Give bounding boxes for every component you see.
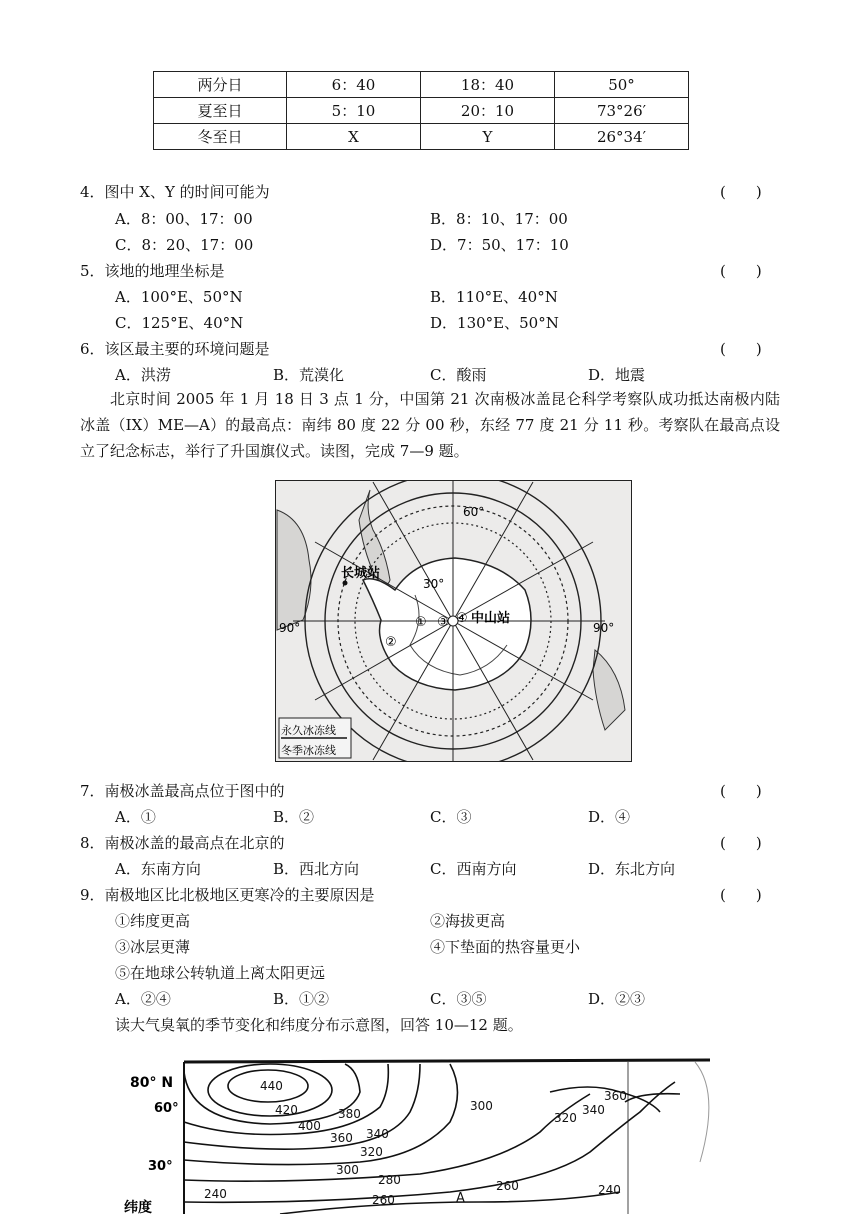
statement-4: ④下垫面的热容量更小 bbox=[430, 938, 581, 956]
option-d: D．④ bbox=[588, 808, 631, 826]
contour-label: 400 bbox=[298, 1119, 321, 1133]
answer-paren: ( ) bbox=[720, 262, 762, 280]
table-cell: 冬至日 bbox=[154, 124, 287, 150]
table-cell: 26°34′ bbox=[555, 124, 689, 150]
table-cell: 50° bbox=[555, 72, 689, 98]
longitude-90-right-label: 90° bbox=[593, 621, 615, 635]
statement-2: ②海拔更高 bbox=[430, 912, 506, 930]
option-b: B．荒漠化 bbox=[273, 366, 345, 384]
statement-5: ⑤在地球公转轨道上离太阳更远 bbox=[115, 964, 326, 982]
option-a: A．洪涝 bbox=[115, 366, 171, 384]
marker-3: ③ bbox=[437, 615, 449, 630]
option-a: A．① bbox=[115, 808, 156, 826]
antarctic-map bbox=[275, 480, 632, 762]
marker-1: ① bbox=[415, 615, 427, 630]
option-b: B．8：10、17：00 bbox=[430, 210, 568, 228]
table-row bbox=[154, 124, 689, 150]
option-c: C．125°E、40°N bbox=[115, 314, 244, 332]
option-d: D．130°E、50°N bbox=[430, 314, 559, 332]
option-a: A．②④ bbox=[115, 990, 171, 1008]
marker-2: ② bbox=[385, 635, 397, 650]
answer-paren: ( ) bbox=[720, 340, 762, 358]
y-label-30: 30° bbox=[148, 1159, 173, 1174]
contour-label: 320 bbox=[554, 1111, 577, 1125]
contour-label: 360 bbox=[330, 1131, 353, 1145]
contour-label: 240 bbox=[204, 1187, 227, 1201]
y-label-80n: 80° N bbox=[130, 1075, 174, 1091]
contour-label: 340 bbox=[582, 1103, 605, 1117]
option-d: D．东北方向 bbox=[588, 860, 676, 878]
contour-label: 300 bbox=[470, 1099, 493, 1113]
contour-label: 260 bbox=[372, 1193, 395, 1207]
legend-permanent-ice-line: 永久冰冻线 bbox=[281, 724, 336, 737]
option-c: C．8：20、17：00 bbox=[115, 236, 254, 254]
contour-label: 420 bbox=[275, 1103, 298, 1117]
answer-paren: ( ) bbox=[720, 183, 762, 201]
question-7-stem: 7．南极冰盖最高点位于图中的 bbox=[80, 782, 285, 800]
passage-ozone: 读大气臭氧的季节变化和纬度分布示意图，回答 10—12 题。 bbox=[115, 1016, 523, 1034]
ozone-contour-chart bbox=[120, 1052, 720, 1214]
y-label-60: 60° bbox=[154, 1101, 179, 1116]
question-8-stem: 8．南极冰盖的最高点在北京的 bbox=[80, 834, 285, 852]
contour-label: 320 bbox=[360, 1145, 383, 1159]
y-axis-title: 纬度 bbox=[124, 1200, 152, 1214]
table-cell: 18：40 bbox=[421, 72, 555, 98]
option-b: B．①② bbox=[273, 990, 330, 1008]
sunrise-sunset-table bbox=[153, 71, 689, 150]
longitude-90-left-label: 90° bbox=[279, 621, 301, 635]
question-9-stem: 9．南极地区比北极地区更寒冷的主要原因是 bbox=[80, 886, 375, 904]
contour-label: 280 bbox=[378, 1173, 401, 1187]
contour-label: 260 bbox=[496, 1179, 519, 1193]
table-cell: X bbox=[287, 124, 421, 150]
table-cell: 5：10 bbox=[287, 98, 421, 124]
option-c: C．③ bbox=[430, 808, 472, 826]
option-d: D．7：50、17：10 bbox=[430, 236, 569, 254]
answer-paren: ( ) bbox=[720, 834, 762, 852]
contour-label: 440 bbox=[260, 1079, 283, 1093]
contour-label: 340 bbox=[366, 1127, 389, 1141]
option-d: D．地震 bbox=[588, 366, 646, 384]
contour-label: 240 bbox=[598, 1183, 621, 1197]
table-cell: 73°26′ bbox=[555, 98, 689, 124]
latitude-60-label: 60° bbox=[463, 505, 485, 519]
option-a: A．东南方向 bbox=[115, 860, 201, 878]
table-row bbox=[154, 72, 689, 98]
option-a: A．100°E、50°N bbox=[115, 288, 243, 306]
option-b: B．110°E、40°N bbox=[430, 288, 558, 306]
contour-label: 380 bbox=[338, 1107, 361, 1121]
changcheng-station-dot bbox=[343, 581, 348, 586]
question-5-stem: 5．该地的地理坐标是 bbox=[80, 262, 225, 280]
option-b: B．② bbox=[273, 808, 315, 826]
zhongshan-station-label: 中山站 bbox=[471, 611, 511, 626]
legend-seasonal-ice-line: 冬季冰冻线 bbox=[281, 744, 336, 757]
option-a: A．8：00、17：00 bbox=[115, 210, 253, 228]
option-d: D．②③ bbox=[588, 990, 646, 1008]
latitude-30-label: 30° bbox=[423, 577, 445, 591]
contour-label: 300 bbox=[336, 1163, 359, 1177]
option-c: C．③⑤ bbox=[430, 990, 487, 1008]
table-cell: 夏至日 bbox=[154, 98, 287, 124]
table-cell: Y bbox=[421, 124, 555, 150]
option-b: B．西北方向 bbox=[273, 860, 360, 878]
table-row bbox=[154, 98, 689, 124]
point-a-label: A bbox=[456, 1191, 465, 1206]
answer-paren: ( ) bbox=[720, 886, 762, 904]
table-cell: 20：10 bbox=[421, 98, 555, 124]
question-6-stem: 6．该区最主要的环境问题是 bbox=[80, 340, 270, 358]
option-c: C．西南方向 bbox=[430, 860, 517, 878]
table-cell: 两分日 bbox=[154, 72, 287, 98]
changcheng-station-label: 长城站 bbox=[341, 566, 381, 581]
statement-1: ①纬度更高 bbox=[115, 912, 191, 930]
passage-antarctica: 北京时间 2005 年 1 月 18 日 3 点 1 分，中国第 21 次南极冰盖昆仑科学考察队成功抵达南极内陆冰盖（IX）ME—A）的最高点：南纬 80 度 22 分 00 秒，东经 77 度 21 分 11 秒。考察队在最高点设立了纪念标志，举行了升国旗仪式。读图，完成 7—9 题。 bbox=[80, 390, 780, 460]
question-4-stem: 4．图中 X、Y 的时间可能为 bbox=[80, 183, 270, 201]
marker-4: ④ bbox=[456, 611, 468, 626]
option-c: C．酸雨 bbox=[430, 366, 487, 384]
contour-label: 360 bbox=[604, 1089, 627, 1103]
statement-3: ③冰层更薄 bbox=[115, 938, 191, 956]
table-cell: 6：40 bbox=[287, 72, 421, 98]
answer-paren: ( ) bbox=[720, 782, 762, 800]
